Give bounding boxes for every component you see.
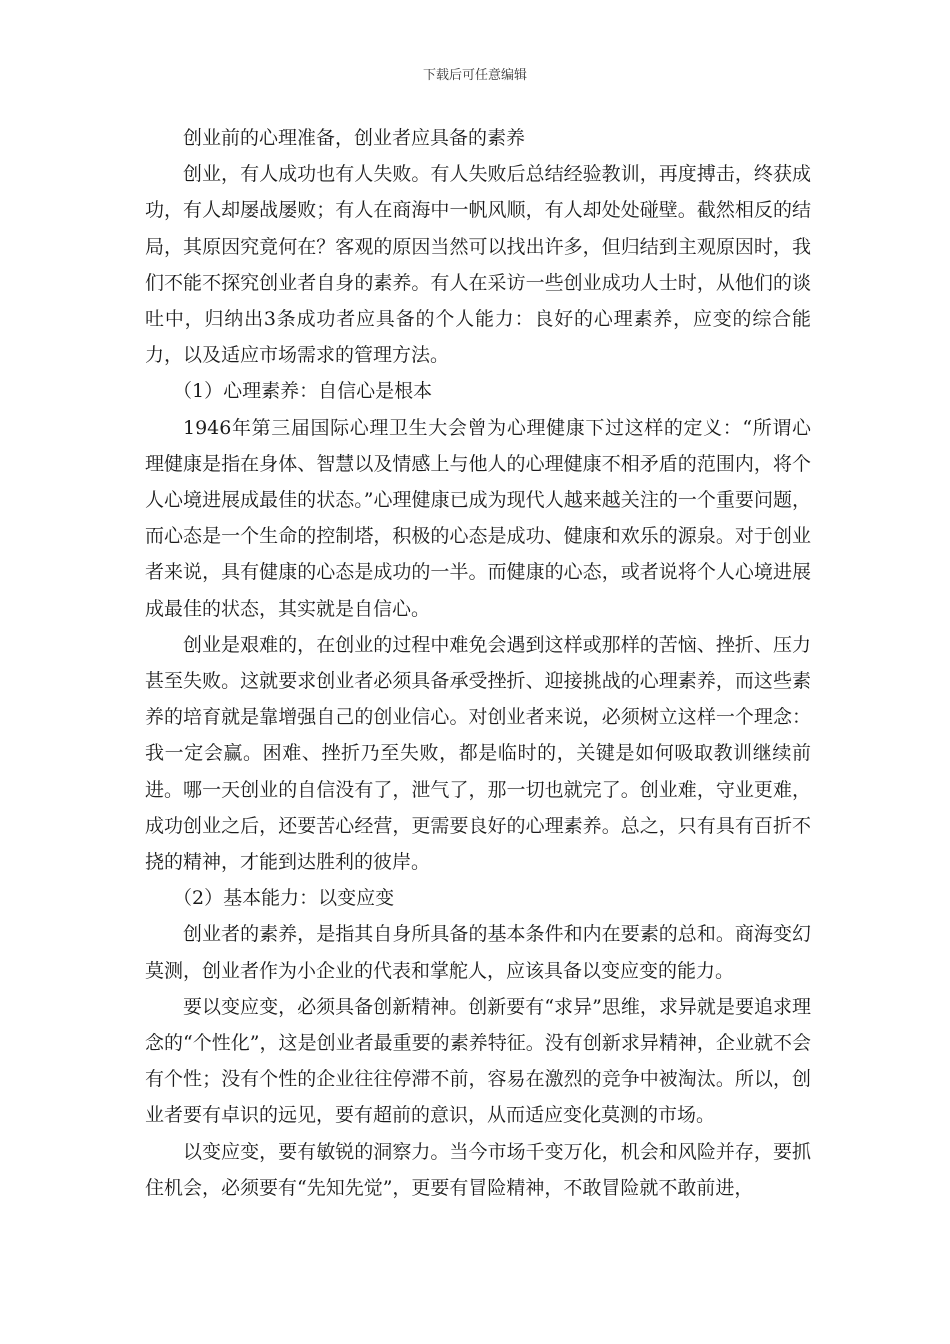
- document-body: [145, 120, 811, 1206]
- section-heading-basic-ability: （2）基本能力：以变应变: [173, 887, 395, 910]
- document-title: 创业前的心理准备，创业者应具备的素养: [183, 127, 526, 149]
- section-heading-psychology: （1）心理素养：自信心是根本: [173, 380, 433, 403]
- paragraph-confidence: 创业是艰难的，在创业的过程中难免会遇到这样或那样的苦恼、挫折、压力甚至失败。这就要求创业者必须具备承受挫折、迎接挑战的心理素养，而这些素养的培育就是靠增强自己的创业信心。对创业者来说，必须树立这样一个理念：我一定会赢。困难、挫折乃至失败，都是临时的，关键是如何吸取教训继续前进。哪一天创业的自信没有了，泄气了，那一切也就完了。创业难，守业更难，成功创业之后，还要苦心经营，更需要良好的心理素养。总之，只有具有百折不挠的精神，才能到达胜利的彼岸。: [145, 633, 811, 874]
- paragraph-qualities: 创业者的素养，是指其自身所具备的基本条件和内在要素的总和。商海变幻莫测，创业者作为小企业的代表和掌舵人，应该具备以变应变的能力。: [145, 923, 811, 982]
- paragraph-innovation: 要以变应变，必须具备创新精神。创新要有“求异”思维，求异就是要追求理念的“个性化”，这是创业者最重要的素养特征。没有创新求异精神，企业就不会有个性；没有个性的企业往往停滞不前，容易在激烈的竞争中被淘汰。所以，创业者要有卓识的远见，要有超前的意识，从而适应变化莫测的市场。: [145, 995, 811, 1127]
- paragraph-mental-health: 1946年第三届国际心理卫生大会曾为心理健康下过这样的定义：“所谓心理健康是指在身体、智慧以及情感上与他人的心理健康不相矛盾的范围内，将个人心境进展成最佳的状态。”心理健康已成为现代人越来越关注的一个重要问题，而心态是一个生命的控制塔，积极的心态是成功、健康和欢乐的源泉。对于创业者来说，具有健康的心态是成功的一半。而健康的心态，或者说将个人心境进展成最佳的状态，其实就是自信心。: [145, 416, 811, 620]
- paragraph-intro: 创业，有人成功也有人失败。有人失败后总结经验教训，再度搏击，终获成功，有人却屡战屡败；有人在商海中一帆风顺，有人却处处碰壁。截然相反的结局，其原因究竟何在？客观的原因当然可以找出许多，但归结到主观原因时，我们不能不探究创业者自身的素养。有人在采访一些创业成功人士时，从他们的谈吐中，归纳出3条成功者应具备的个人能力：良好的心理素养，应变的综合能力，以及适应市场需求的管理方法。: [145, 163, 811, 367]
- paragraph-insight: 以变应变，要有敏锐的洞察力。当今市场千变万化，机会和风险并存，要抓住机会，必须要有“先知先觉”，更要有冒险精神，不敢冒险就不敢前进，: [145, 1140, 811, 1199]
- page-header-note: 下载后可任意编辑: [422, 68, 527, 83]
